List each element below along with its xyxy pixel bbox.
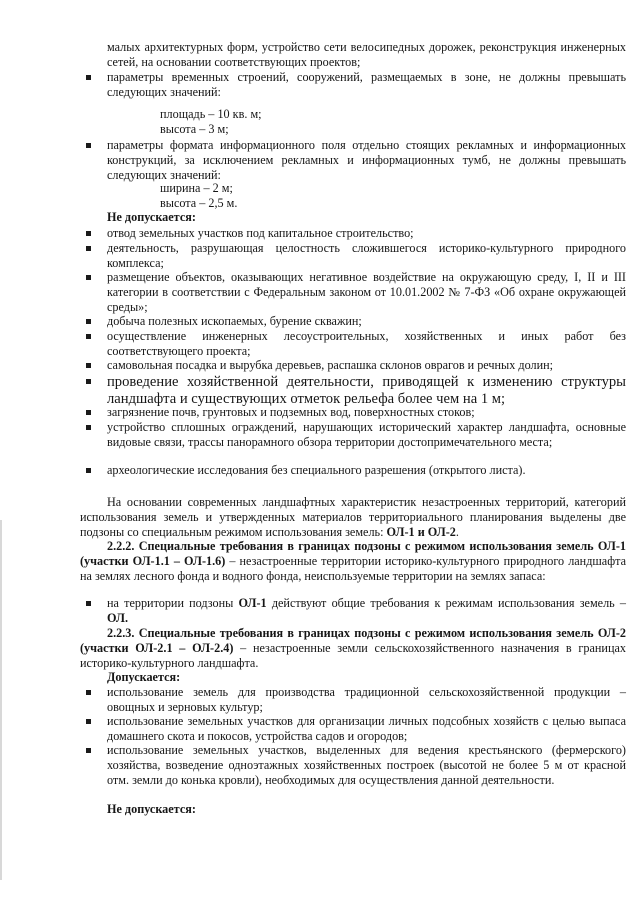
text-run: На основании современных ландшафтных характеристик незастроенных территорий, категорий использования земель и утвержденных материалов территориального планирования выделены две подзоны со специальным режимом использования земель: (80, 495, 626, 539)
list-item: самовольная посадка и вырубка деревьев, распашка склонов оврагов и речных долин; (107, 358, 626, 373)
text-run: – незастроенные территории историко-культурного природного ландшафта на землях лесного фонда и водного фонда, неиспользуемые территории на землях запаса: (80, 554, 626, 583)
text-run: на территории подзоны (107, 596, 239, 610)
list-item: использование земель для производства традиционной сельскохозяйственной продукции – овощных и зерновых культур; (107, 685, 626, 714)
list-item-info-field: параметры формата информационного поля отдельно стоящих рекламных и информационных конструкций, за исключением рекламных и информационных тумб, не должны превышать следующих значений: (107, 138, 626, 182)
value-height-2: высота – 2,5 м. (160, 196, 238, 210)
value-area: площадь – 10 кв. м; (160, 107, 262, 121)
list-item: деятельность, разрушающая целостность сложившегося историко-культурного природного комплекса; (107, 241, 626, 270)
list-item-ol1 (107, 596, 626, 626)
paragraph-ol2 (80, 626, 626, 671)
list-item: размещение объектов, оказывающих негативное воздействие на окружающую среду, I, II и III категории в соответствии с Федеральным законом от 10.01.2002 № 7-ФЗ «Об охране окружающей среды»; (107, 270, 626, 314)
text-run: . (455, 525, 459, 539)
paragraph-ol1 (80, 539, 626, 584)
section-heading-prohibited: Не допускается: (107, 210, 196, 224)
section-heading-2-2-3: 2.2.3. Специальные требования в границах подзоны с режимом использования земель ОЛ-2 (участки ОЛ-2.1 – ОЛ-2.4) (80, 626, 626, 655)
text-run: – незастроенные земли сельскохозяйственного назначения в границах историко-культурного ландшафта. (80, 641, 626, 670)
list-item: отвод земельных участков под капитальное строительство; (107, 226, 626, 241)
list-item: загрязнение почв, грунтовых и подземных вод, поверхностных стоков; (107, 405, 626, 420)
section-heading-2-2-2: 2.2.2. Специальные требования в границах подзоны с режимом использования земель ОЛ-1 (участки ОЛ-1.1 – ОЛ-1.6) (80, 539, 626, 568)
text-run-bold: ОЛ. (107, 611, 129, 625)
list-item: осуществление инженерных лесоустроительных, хозяйственных и иных работ без соответствующего проекта; (107, 329, 626, 358)
list-item: использование земельных участков для организации личных подсобных хозяйств с целью выпаса домашнего скота и покосов, устройства садов и огородов; (107, 714, 626, 743)
text-run-bold: ОЛ-1 и ОЛ-2 (386, 525, 456, 539)
list-item-large: проведение хозяйственной деятельности, приводящей к изменению структуры ландшафта и существующих отметок рельефа более чем на 1 м; (107, 374, 626, 407)
section-heading-prohibited-2: Не допускается: (107, 802, 196, 816)
list-item: использование земельных участков, выделенных для ведения крестьянского (фермерского) хозяйства, возведение одноэтажных хозяйственных построек (высотой не более 5 м от красной отм. земли до конька кровли), необходимых для осуществления данной деятельности. (107, 743, 626, 787)
paragraph-subzones (80, 495, 626, 540)
value-height: высота – 3 м; (160, 122, 229, 136)
list-item: археологические исследования без специального разрешения (открытого листа). (107, 463, 626, 478)
list-item: добыча полезных ископаемых, бурение скважин; (107, 314, 626, 329)
section-heading-allowed: Допускается: (107, 670, 181, 684)
value-width: ширина – 2 м; (160, 181, 233, 195)
continuation-text: малых архитектурных форм, устройство сети велосипедных дорожек, реконструкция инженерных сетей, на основании соответствующих проектов; (107, 40, 626, 69)
text-run: действуют общие требования к режимам использования земель – (266, 596, 626, 610)
list-item-temp-structures: параметры временных строений, сооружений, размещаемых в зоне, не должны превышать следующих значений: (107, 70, 626, 99)
scan-edge (0, 520, 2, 880)
list-item: устройство сплошных ограждений, нарушающих исторический характер ландшафта, основные видовые связи, трассы панорамного обзора территории достопримечательного места; (107, 420, 626, 449)
text-run-bold: ОЛ-1 (238, 596, 267, 610)
